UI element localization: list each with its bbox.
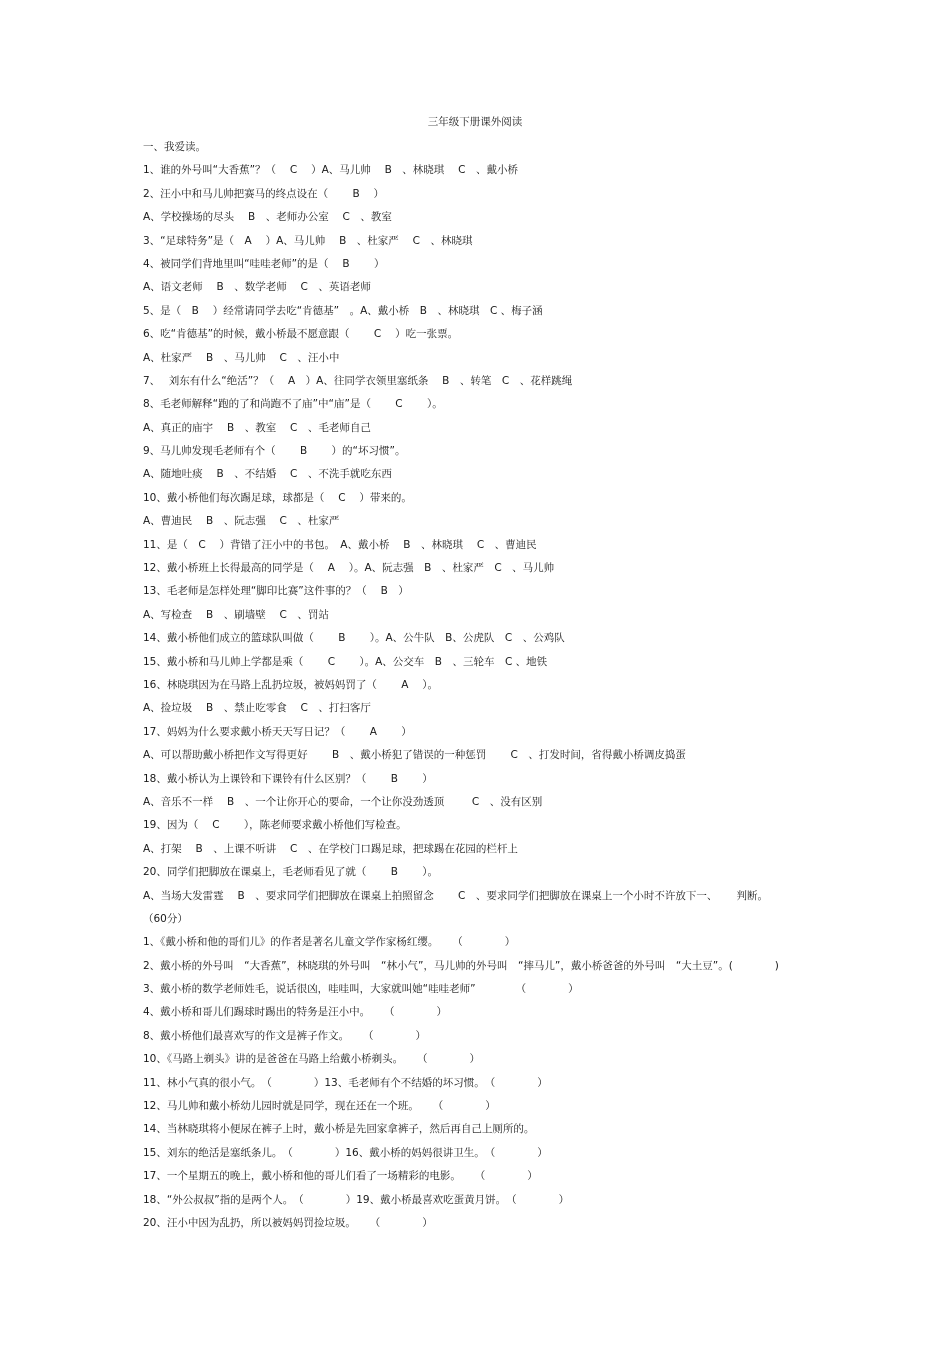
text-line: 3、“足球特务”是（ A ）A、马儿帅 B 、杜家严 C 、林晓琪 (143, 234, 473, 247)
text-line: 12、马儿帅和戴小桥幼儿园时就是同学，现在还在一个班。 （ ） (143, 1100, 496, 1113)
text-line: 20、汪小中因为乱扔，所以被妈妈罚捡垃圾。 （ ） (143, 1216, 433, 1229)
text-line: （60分） (143, 912, 188, 925)
text-line: A、可以帮助戴小桥把作文写得更好 B 、戴小桥犯了错误的一种惩罚 C 、打发时间，省得戴小桥调皮捣蛋 (143, 749, 686, 762)
text-line: A、学校操场的尽头 B 、老师办公室 C 、教室 (143, 211, 392, 224)
text-line: A、写检查 B 、刷墙壁 C 、罚站 (143, 608, 329, 621)
text-line: A、音乐不一样 B 、一个让你开心的要命，一个让你没劲透顶 C 、没有区别 (143, 795, 543, 808)
text-line: 18、戴小桥认为上课铃和下课铃有什么区别？（ B ） (143, 772, 433, 785)
text-line: 8、毛老师解释“跑的了和尚跑不了庙”中“庙”是（ C ）。 (143, 398, 443, 411)
text-line: 7、 刘东有什么“绝活”？（ A ）A、往同学衣领里塞纸条 B 、转笔 C 、花样跳绳 (143, 374, 573, 387)
text-line: 17、一个星期五的晚上，戴小桥和他的哥儿们看了一场精彩的电影。 （ ） (143, 1170, 538, 1183)
text-line: A、打架 B 、上课不听讲 C 、在学校门口踢足球，把球踢在花园的栏杆上 (143, 842, 518, 855)
text-line: 4、被同学们背地里叫“哇哇老师”的是（ B ） (143, 257, 385, 270)
text-line: 14、戴小桥他们成立的篮球队叫做（ B ）。A、公牛队 B、公虎队 C 、公鸡队 (143, 632, 565, 645)
text-line: 2、戴小桥的外号叫 “大香蕉”，林晓琪的外号叫 “林小气”，马儿帅的外号叫 “摔马儿”，戴小桥爸爸的外号叫 “大土豆”。( ) (143, 959, 779, 972)
text-line: A、真正的庙宇 B 、教室 C 、毛老师自己 (143, 421, 371, 434)
text-line: 9、马儿帅发现毛老师有个（ B ）的“坏习惯”。 (143, 445, 406, 458)
text-line: 10、《马路上剃头》讲的是爸爸在马路上给戴小桥剃头。 （ ） (143, 1053, 480, 1066)
text-line: 6、吃“肯德基”的时候，戴小桥最不愿意跟（ C ）吃一张票。 (143, 328, 459, 341)
text-line: 12、戴小桥班上长得最高的同学是（ A ）。A、阮志强 B 、杜家严 C 、马儿帅 (143, 562, 555, 575)
text-line: 16、林晓琪因为在马路上乱扔垃圾，被妈妈罚了（ A ）。 (143, 678, 438, 691)
text-line: 一、我爱读。 (143, 141, 206, 153)
text-line: A、杜家严 B 、马儿帅 C 、汪小中 (143, 351, 340, 364)
text-line: 10、戴小桥他们每次踢足球，球都是（ C ）带来的。 (143, 491, 412, 504)
text-line: 1、《戴小桥和他的哥们儿》的作者是著名儿童文学作家杨红缨。 （ ） (143, 936, 516, 949)
text-line: 3、戴小桥的数学老师姓毛，说话很凶，哇哇叫，大家就叫她“哇哇老师” （ ） (143, 983, 579, 996)
document-body (143, 136, 833, 1235)
text-line: 11、林小气真的很小气。 （ ）13、毛老师有个不结婚的坏习惯。 （ ） (143, 1076, 548, 1089)
text-line: A、曹迪民 B 、阮志强 C 、杜家严 (143, 515, 340, 528)
text-line: 20、同学们把脚放在课桌上，毛老师看见了就（ B ）。 (143, 866, 438, 879)
text-line: A、语文老师 B 、数学老师 C 、英语老师 (143, 281, 371, 294)
text-line: A、当场大发雷霆 B 、要求同学们把脚放在课桌上拍照留念 C 、要求同学们把脚放在课桌上一个小时不许放下一、 判断。 (143, 889, 768, 902)
text-line: 19、因为（ C ），陈老师要求戴小桥他们写检查。 (143, 819, 407, 832)
text-line: 18、“外公叔叔”指的是两个人。 （ ）19、戴小桥最喜欢吃蛋黄月饼。 （ ） (143, 1193, 570, 1206)
text-line: 11、是（ C ）背错了汪小中的书包。 A、戴小桥 B 、林晓琪 C 、曹迪民 (143, 538, 537, 551)
text-line: 15、刘东的绝活是塞纸条儿。 （ ）16、戴小桥的妈妈很讲卫生。 （ ） (143, 1146, 548, 1159)
text-line: 5、是（ B ）经常请同学去吃“肯德基” 。A、戴小桥 B 、林晓琪 C 、梅子涵 (143, 304, 543, 317)
text-line: A、捡垃圾 B 、禁止吃零食 C 、打扫客厅 (143, 702, 371, 715)
page-title: 三年级下册课外阅读 (427, 116, 523, 128)
text-line: 1、谁的外号叫“大香蕉”？（ C ）A、马儿帅 B 、林晓琪 C 、戴小桥 (143, 164, 518, 177)
text-line: 2、汪小中和马儿帅把赛马的终点设在（ B ） (143, 187, 385, 200)
text-line: A、随地吐痰 B 、不结婚 C 、不洗手就吃东西 (143, 468, 392, 481)
text-line: 15、戴小桥和马儿帅上学都是乘（ C ）。A、公交车 B 、三轮车 C 、地铁 (143, 655, 548, 668)
text-line: 13、毛老师是怎样处理“脚印比赛”这件事的？（ B ） (143, 585, 409, 598)
text-line: 14、当林晓琪将小便尿在裤子上时，戴小桥是先回家拿裤子，然后再自己上厕所的。 (143, 1123, 535, 1136)
text-line: 17、妈妈为什么要求戴小桥天天写日记？（ A ） (143, 725, 412, 738)
text-line: 8、戴小桥他们最喜欢写的作文是裤子作文。 （ ） (143, 1029, 427, 1042)
text-line: 4、戴小桥和哥儿们踢球时踢出的特务是汪小中。 （ ） (143, 1006, 448, 1019)
